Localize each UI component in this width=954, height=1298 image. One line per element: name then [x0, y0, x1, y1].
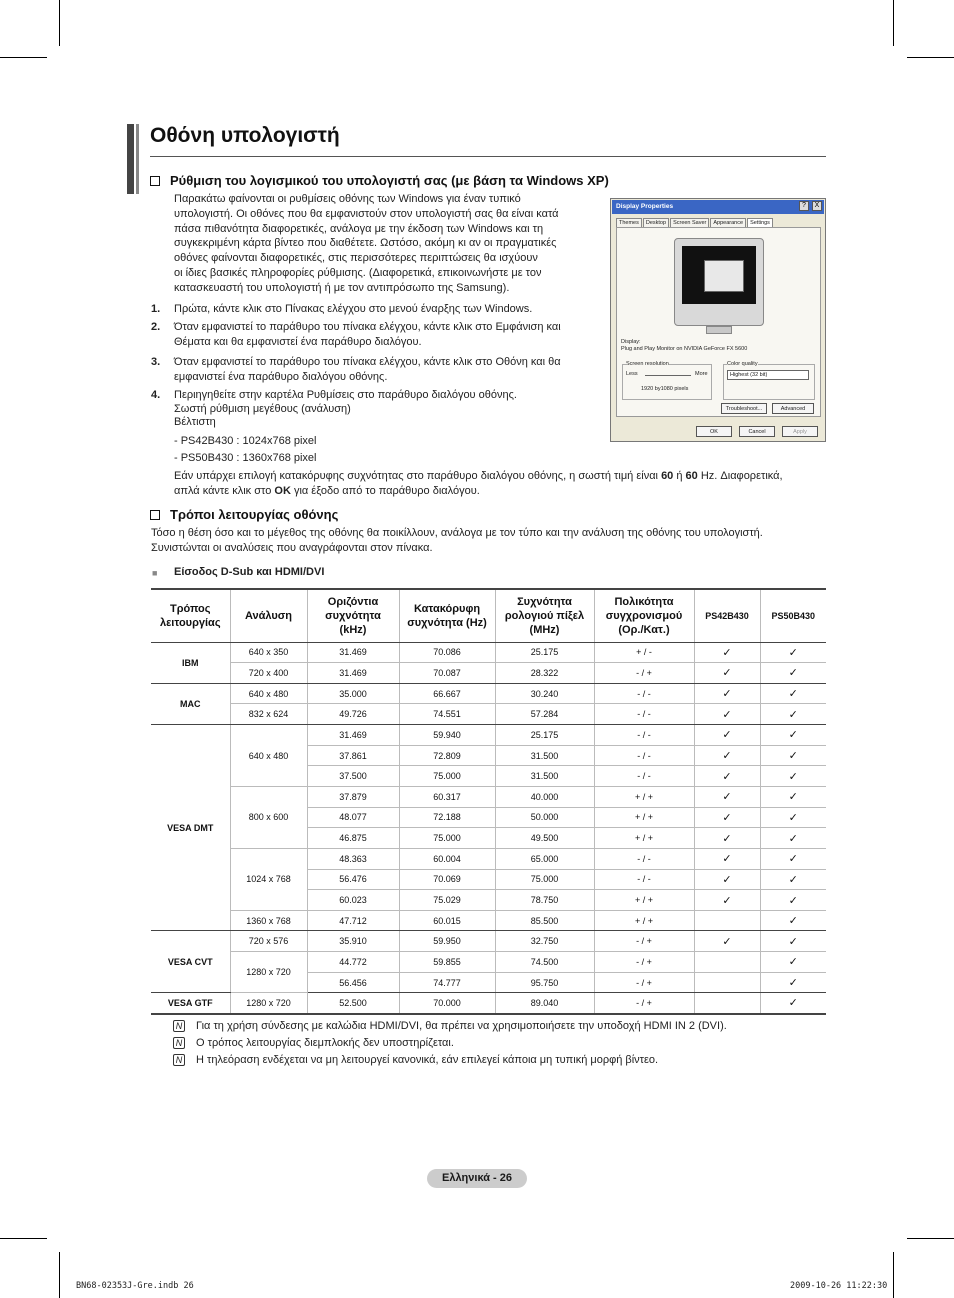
resolution-group — [622, 364, 712, 400]
support-check-cell: ✓ — [760, 642, 826, 663]
resolution-cell: 720 x 576 — [230, 931, 307, 952]
resolution-cell: 640 x 480 — [230, 683, 307, 704]
value-cell: 95.750 — [495, 972, 594, 993]
support-check-cell: ✓ — [694, 683, 760, 704]
display-properties-screenshot — [610, 198, 826, 442]
value-cell: + / + — [594, 890, 694, 911]
value-cell: 25.175 — [495, 642, 594, 663]
value-cell: + / + — [594, 786, 694, 807]
value-cell: - / - — [594, 766, 694, 787]
value-cell: - / - — [594, 848, 694, 869]
header-vertical-freq: Κατακόρυφη συχνότητα (Hz) — [399, 589, 495, 642]
support-check-cell: ✓ — [694, 869, 760, 890]
value-cell: 30.240 — [495, 683, 594, 704]
support-check-cell: ✓ — [694, 828, 760, 849]
support-check-cell: ✓ — [760, 745, 826, 766]
troubleshoot-button: Troubleshoot... — [721, 403, 767, 414]
settings-panel — [616, 227, 821, 417]
color-quality-select: Highest (32 bit) — [727, 370, 809, 380]
value-cell: - / + — [594, 663, 694, 684]
value-cell: 25.175 — [495, 725, 594, 746]
support-check-cell: ✓ — [694, 848, 760, 869]
value-cell: - / - — [594, 745, 694, 766]
support-check-cell: ✓ — [694, 642, 760, 663]
intro-paragraph: Παρακάτω φαίνονται οι ρυθμίσεις οθόνης των Windows για έναν τυπικό υπολογιστή. Οι οθόνες που θα εμφανιστούν στον υπολογιστή σας θα είναι κατά πάσα πιθανότητα διαφορετικές, ανάλογα με την έκδοση των Windows και τη συγκεκριμένη κάρτα βίντεο που διαθέτετε. Ωστόσο, ακόμη κι αν οι πραγματικές οθόνες φαίνονται διαφορετικές, στις περισσότερες περιπτώσεις θα ισχύουν οι ίδιες βασικές πληροφορίες ρύθμισης. (Διαφορετικά, επικοινωνήστε με τον κατασκευαστή του υπολογιστή ή με τον αντιπρόσωπο της Samsung). — [174, 193, 559, 294]
apply-button: Apply — [782, 426, 818, 437]
value-cell: 74.551 — [399, 704, 495, 725]
support-check-cell — [694, 910, 760, 931]
value-cell: 32.750 — [495, 931, 594, 952]
title-accent-bar — [127, 124, 134, 194]
table-row — [151, 848, 826, 869]
title-divider — [150, 156, 826, 157]
tab-desktop: Desktop — [643, 218, 669, 228]
crop-mark — [0, 1238, 47, 1239]
value-cell: 49.726 — [307, 704, 399, 725]
table-row — [151, 725, 826, 746]
value-cell: 75.000 — [399, 828, 495, 849]
value-cell: 31.469 — [307, 663, 399, 684]
support-check-cell: ✓ — [694, 745, 760, 766]
value-cell: 59.950 — [399, 931, 495, 952]
value-cell: 59.940 — [399, 725, 495, 746]
value-cell: 70.086 — [399, 642, 495, 663]
value-cell: 78.750 — [495, 890, 594, 911]
tab-settings: Settings — [747, 218, 773, 228]
more-label: More — [695, 371, 708, 377]
value-cell: - / + — [594, 931, 694, 952]
support-check-cell: ✓ — [760, 910, 826, 931]
header-horizontal-freq: Οριζόντια συχνότητα (kHz) — [307, 589, 399, 642]
header-sync-polarity: Πολικότητα συγχρονισμού (Ορ./Κατ.) — [594, 589, 694, 642]
display-modes-table — [151, 588, 826, 1015]
support-check-cell: ✓ — [760, 683, 826, 704]
value-cell: 57.284 — [495, 704, 594, 725]
value-cell: 85.500 — [495, 910, 594, 931]
support-check-cell: ✓ — [694, 766, 760, 787]
crop-mark — [59, 0, 60, 46]
resolution-value: 1920 by1080 pixels — [641, 386, 689, 392]
value-cell: 75.000 — [495, 869, 594, 890]
value-cell: 37.861 — [307, 745, 399, 766]
support-check-cell: ✓ — [760, 869, 826, 890]
table-row — [151, 683, 826, 704]
value-cell: 46.875 — [307, 828, 399, 849]
resolution-cell: 640 x 480 — [230, 725, 307, 787]
value-cell: 48.077 — [307, 807, 399, 828]
support-check-cell: ✓ — [760, 766, 826, 787]
value-cell: + / - — [594, 642, 694, 663]
value-cell: 50.000 — [495, 807, 594, 828]
value-cell: 59.855 — [399, 952, 495, 973]
monitor-icon — [674, 238, 764, 326]
crop-mark — [893, 0, 894, 46]
table-row — [151, 704, 826, 725]
dialog-titlebar: Display Properties — [612, 200, 824, 214]
crop-mark — [907, 1238, 954, 1239]
table-row — [151, 931, 826, 952]
checkbox-bullet-icon — [150, 510, 160, 520]
page-title: Οθόνη υπολογιστή — [150, 124, 340, 147]
resolution-cell: 1280 x 720 — [230, 993, 307, 1014]
crop-mark — [59, 1252, 60, 1298]
help-icon: ? — [799, 201, 809, 211]
support-check-cell — [694, 972, 760, 993]
resolution-cell: 1024 x 768 — [230, 848, 307, 910]
support-check-cell: ✓ — [760, 663, 826, 684]
value-cell: 70.087 — [399, 663, 495, 684]
header-mode: Τρόπος λειτουργίας — [151, 589, 230, 642]
resolution-ps50: - PS50B430 : 1360x768 pixel — [174, 452, 317, 464]
table-row — [151, 663, 826, 684]
support-check-cell: ✓ — [694, 890, 760, 911]
value-cell: 56.456 — [307, 972, 399, 993]
title-accent-bar — [136, 124, 139, 194]
mode-cell: IBM — [151, 642, 230, 683]
support-check-cell: ✓ — [694, 807, 760, 828]
table-row — [151, 786, 826, 807]
ok-button: OK — [696, 426, 732, 437]
value-cell: - / + — [594, 972, 694, 993]
section-heading-modes: Τρόποι λειτουργίας οθόνης — [150, 507, 338, 522]
support-check-cell — [694, 993, 760, 1014]
value-cell: 60.004 — [399, 848, 495, 869]
support-check-cell: ✓ — [760, 807, 826, 828]
mode-cell: MAC — [151, 683, 230, 724]
support-check-cell: ✓ — [694, 931, 760, 952]
value-cell: 35.910 — [307, 931, 399, 952]
support-check-cell: ✓ — [760, 786, 826, 807]
value-cell: 75.000 — [399, 766, 495, 787]
support-check-cell: ✓ — [694, 725, 760, 746]
support-check-cell: ✓ — [760, 828, 826, 849]
value-cell: 31.469 — [307, 725, 399, 746]
header-resolution: Ανάλυση — [230, 589, 307, 642]
value-cell: 60.023 — [307, 890, 399, 911]
resolution-cell: 1360 x 768 — [230, 910, 307, 931]
crop-mark — [0, 57, 47, 58]
header-pixel-clock: Συχνότητα ρολογιού πίξελ (MHz) — [495, 589, 594, 642]
value-cell: 66.667 — [399, 683, 495, 704]
support-check-cell: ✓ — [694, 663, 760, 684]
resolution-cell: 720 x 400 — [230, 663, 307, 684]
resolution-cell: 832 x 624 — [230, 704, 307, 725]
support-check-cell: ✓ — [760, 931, 826, 952]
note-icon: N — [173, 1037, 185, 1049]
support-check-cell: ✓ — [694, 786, 760, 807]
value-cell: 60.317 — [399, 786, 495, 807]
resolution-cell: 640 x 350 — [230, 642, 307, 663]
mode-cell: VESA CVT — [151, 931, 230, 993]
cancel-button: Cancel — [739, 426, 775, 437]
display-label: Display: — [621, 339, 641, 345]
square-bullet-icon: ■ — [152, 568, 158, 578]
footer-file-info: BN68-02353J-Gre.indb 26 — [76, 1281, 194, 1291]
value-cell: 75.029 — [399, 890, 495, 911]
value-cell: 70.069 — [399, 869, 495, 890]
value-cell: - / + — [594, 993, 694, 1014]
support-check-cell — [694, 952, 760, 973]
resolution-slider — [645, 375, 691, 376]
value-cell: 35.000 — [307, 683, 399, 704]
color-quality-label: Color quality — [727, 361, 758, 367]
close-icon: X — [812, 201, 822, 211]
tab-themes: Themes — [616, 218, 642, 228]
crop-mark — [907, 57, 954, 58]
support-check-cell: ✓ — [760, 848, 826, 869]
resolution-group-label: Screen resolution — [626, 361, 669, 367]
value-cell: 89.040 — [495, 993, 594, 1014]
table-row — [151, 952, 826, 973]
value-cell: 28.322 — [495, 663, 594, 684]
tab-screen-saver: Screen Saver — [670, 218, 709, 228]
value-cell: - / + — [594, 952, 694, 973]
support-check-cell: ✓ — [760, 972, 826, 993]
modes-paragraph: Τόσο η θέση όσο και το μέγεθος της οθόνης θα ποικίλλουν, ανάλογα με τον τύπο και την ανάλυση της οθόνης του υπολογιστή. Συνιστώνται οι αναλύσεις που αναγράφονται στον πίνακα. — [151, 527, 763, 554]
mode-cell: VESA GTF — [151, 993, 230, 1014]
value-cell: 60.015 — [399, 910, 495, 931]
crop-mark — [893, 1252, 894, 1298]
value-cell: 47.712 — [307, 910, 399, 931]
value-cell: 72.809 — [399, 745, 495, 766]
value-cell: 70.000 — [399, 993, 495, 1014]
support-check-cell: ✓ — [760, 952, 826, 973]
value-cell: + / + — [594, 828, 694, 849]
value-cell: - / - — [594, 869, 694, 890]
table-row — [151, 642, 826, 663]
value-cell: 37.879 — [307, 786, 399, 807]
support-check-cell: ✓ — [760, 890, 826, 911]
note-icon: N — [173, 1020, 185, 1032]
value-cell: 49.500 — [495, 828, 594, 849]
support-check-cell: ✓ — [760, 704, 826, 725]
value-cell: 44.772 — [307, 952, 399, 973]
section-heading-software: Ρύθμιση του λογισμικού του υπολογιστή σας (με βάση τα Windows XP) — [150, 173, 609, 188]
resolution-ps42: - PS42B430 : 1024x768 pixel — [174, 435, 317, 447]
mode-cell: VESA DMT — [151, 725, 230, 931]
support-check-cell: ✓ — [760, 725, 826, 746]
note-icon: N — [173, 1054, 185, 1066]
value-cell: 31.469 — [307, 642, 399, 663]
tab-appearance: Appearance — [710, 218, 746, 228]
table-row — [151, 993, 826, 1014]
value-cell: 40.000 — [495, 786, 594, 807]
value-cell: - / - — [594, 704, 694, 725]
frequency-note: Εάν υπάρχει επιλογή κατακόρυφης συχνότητας στο παράθυρο διαλόγου οθόνης, η σωστή τιμή είναι 60 ή 60 Hz. Διαφορετικά, απλά κάντε κλικ στο OK για έξοδο από το παράθυρο διαλόγου. — [174, 470, 783, 497]
value-cell: - / - — [594, 683, 694, 704]
support-check-cell: ✓ — [760, 993, 826, 1014]
table-header-row — [151, 589, 826, 642]
less-label: Less — [626, 371, 638, 377]
value-cell: 48.363 — [307, 848, 399, 869]
value-cell: 74.777 — [399, 972, 495, 993]
value-cell: 52.500 — [307, 993, 399, 1014]
advanced-button: Advanced — [772, 403, 814, 414]
page-number: Ελληνικά - 26 — [427, 1169, 527, 1188]
value-cell: 72.188 — [399, 807, 495, 828]
header-ps50b430: PS50B430 — [760, 589, 826, 642]
input-subheading: Είσοδος D-Sub και HDMI/DVI — [174, 566, 325, 578]
monitor-stand-icon — [706, 326, 732, 334]
support-check-cell: ✓ — [694, 704, 760, 725]
value-cell: + / + — [594, 807, 694, 828]
value-cell: 31.500 — [495, 745, 594, 766]
checkbox-bullet-icon — [150, 176, 160, 186]
value-cell: 65.000 — [495, 848, 594, 869]
resolution-cell: 800 x 600 — [230, 786, 307, 848]
footer-timestamp: 2009-10-26 11:22:30 — [790, 1281, 888, 1291]
value-cell: 31.500 — [495, 766, 594, 787]
value-cell: + / + — [594, 910, 694, 931]
resolution-cell: 1280 x 720 — [230, 952, 307, 993]
value-cell: 37.500 — [307, 766, 399, 787]
value-cell: 56.476 — [307, 869, 399, 890]
table-row — [151, 910, 826, 931]
header-ps42b430: PS42B430 — [694, 589, 760, 642]
value-cell: - / - — [594, 725, 694, 746]
display-value: Plug and Play Monitor on NVIDIA GeForce FX 5600 — [621, 346, 748, 352]
value-cell: 74.500 — [495, 952, 594, 973]
